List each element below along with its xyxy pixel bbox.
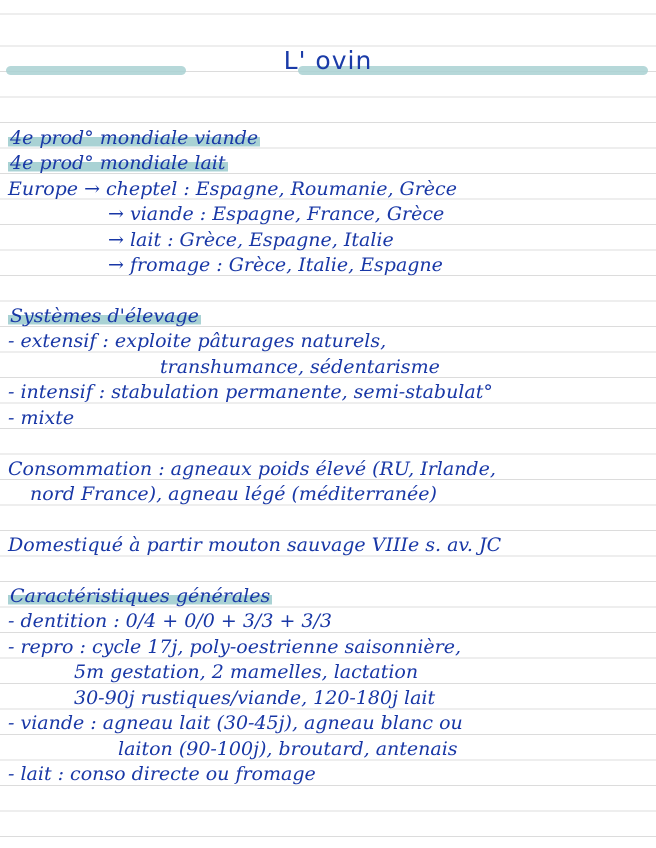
- note-line: 5m gestation, 2 mamelles, lactation: [74, 661, 419, 683]
- note-line: - viande : agneau lait (30-45j), agneau blanc ou: [8, 712, 463, 734]
- note-line: → fromage : Grèce, Italie, Espagne: [108, 254, 443, 276]
- note-line: 4e prod° mondiale viande: [10, 127, 259, 149]
- note-line: - mixte: [8, 407, 75, 429]
- section-heading: Systèmes d'élevage: [10, 305, 199, 327]
- note-line: transhumance, sédentarisme: [160, 356, 440, 378]
- note-line: → viande : Espagne, France, Grèce: [108, 203, 445, 225]
- page-title: L' ovin: [283, 46, 373, 75]
- note-line: - lait : conso directe ou fromage: [8, 763, 316, 785]
- note-line: nord France), agneau légé (méditerranée): [30, 483, 437, 505]
- note-line: - dentition : 0/4 + 0/0 + 3/3 + 3/3: [8, 610, 332, 632]
- title-banner: [0, 44, 656, 84]
- note-line: laiton (90-100j), broutard, antenais: [118, 738, 458, 760]
- section-heading: Consommation : agneaux poids élevé (RU, Irlande,: [8, 458, 496, 480]
- note-line: 4e prod° mondiale lait: [10, 152, 226, 174]
- note-line: Domestiqué à partir mouton sauvage VIIIe s. av. JC: [8, 534, 502, 556]
- note-line: Europe → cheptel : Espagne, Roumanie, Grèce: [8, 178, 457, 200]
- note-line: 30-90j rustiques/viande, 120-180j lait: [74, 687, 436, 709]
- note-line: → lait : Grèce, Espagne, Italie: [108, 229, 394, 251]
- section-heading: Caractéristiques générales: [10, 585, 271, 607]
- note-line: - repro : cycle 17j, poly-oestrienne saisonnière,: [8, 636, 462, 658]
- note-line: - intensif : stabulation permanente, semi-stabulat°: [8, 381, 493, 403]
- note-line: - extensif : exploite pâturages naturels,: [8, 330, 387, 352]
